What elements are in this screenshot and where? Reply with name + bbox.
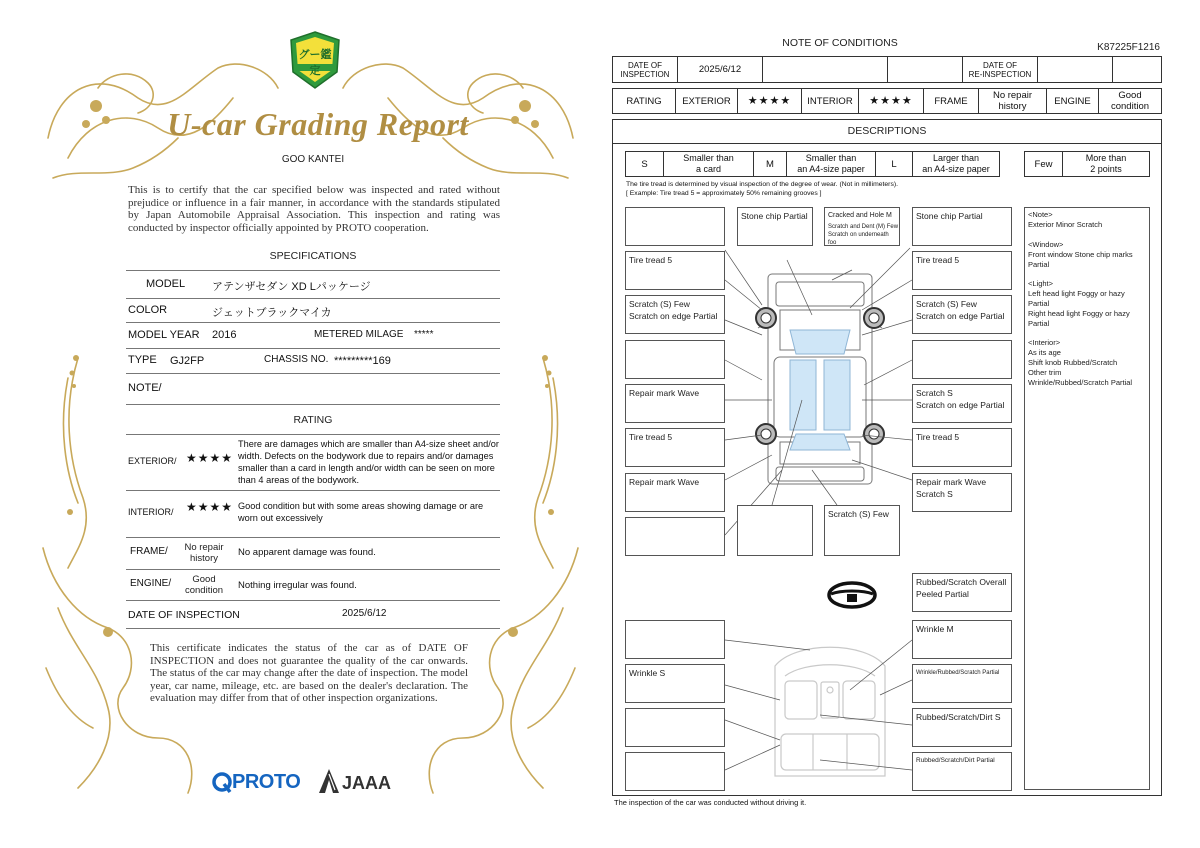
- note-label: NOTE/: [128, 382, 162, 394]
- interior-text: As its age Shift knob Rubbed/Scratch Other trim Wrinkle/Rubbed/Scratch Partial: [1028, 348, 1133, 387]
- annotation-box: [912, 664, 1012, 703]
- legend-s-text: Smaller than a card: [664, 152, 754, 176]
- annotation-box: [625, 620, 725, 659]
- exterior-stars: ★★★★: [186, 451, 234, 465]
- mileage-label: METERED MILAGE: [314, 329, 404, 340]
- annotation-box: [625, 517, 725, 556]
- annotation-box: [625, 428, 725, 467]
- color-value: ジェットブラックマイカ: [212, 307, 332, 319]
- descriptions-heading: DESCRIPTIONS: [847, 125, 927, 137]
- empty-cell: [1113, 57, 1161, 82]
- certificate-intro: This is to certify that the car specified below was inspected and rated without prejudice or influence in a fair manner, in accordance with the standards stipulated by Japan Automobile Appraisal Association. This inspection and rating was conducted by inspector officially appointed by PROTO cooperation.: [128, 184, 500, 234]
- annotation-box: [912, 752, 1012, 791]
- divider: [126, 434, 500, 435]
- note-heading: <Note>: [1028, 210, 1053, 219]
- empty-cell: [888, 57, 963, 82]
- annotation-box: [625, 473, 725, 512]
- annotation-text: Rubbed/Scratch Overall Peeled Partial: [916, 577, 1007, 599]
- date-label: DATE OF INSPECTION: [613, 57, 678, 82]
- interior-label: INTERIOR: [802, 89, 859, 113]
- annotation-text: Wrinkle S: [629, 668, 666, 678]
- report-id: K87225F1216: [1097, 42, 1160, 53]
- descriptions-divider: [612, 143, 1162, 144]
- annotation-text: Scratch (S) Few Scratch on edge Partial: [916, 299, 1005, 321]
- engine-description: Nothing irregular was found.: [238, 580, 357, 591]
- light-text: Left head light Foggy or hazy Partial Right head light Foggy or hazy Partial: [1028, 289, 1130, 328]
- divider: [126, 270, 500, 271]
- annotation-box: [625, 752, 725, 791]
- annotation-box: [625, 664, 725, 703]
- annotation-box: [625, 207, 725, 246]
- legend-m-code: M: [754, 152, 787, 176]
- empty-cell: [763, 57, 888, 82]
- frame-value: No repair history: [979, 89, 1047, 113]
- divider: [126, 373, 500, 374]
- legend-l-text: Larger than an A4-size paper: [922, 153, 990, 174]
- legend-few: [1024, 151, 1150, 177]
- legend-s-code: S: [626, 152, 664, 176]
- date-value: 2025/6/12: [678, 57, 763, 82]
- annotation-text: Tire tread 5: [916, 255, 960, 265]
- annotation-text: Scratch (S) Few Scratch on edge Partial: [629, 299, 718, 321]
- divider: [126, 404, 500, 405]
- annotation-box: [737, 207, 813, 246]
- annotation-box: [912, 428, 1012, 467]
- date-of-inspection-value: 2025/6/12: [342, 608, 387, 619]
- annotation-box: [824, 505, 900, 556]
- annotation-box: [912, 473, 1012, 512]
- notes-panel: [1024, 207, 1150, 790]
- annotation-text: Repair mark Wave: [629, 477, 700, 487]
- light-heading: <Light>: [1028, 279, 1054, 288]
- model-value: アテンザセダン XD Lパッケージ: [212, 281, 371, 293]
- engine-value: Good condition: [184, 574, 224, 596]
- exterior-stars: ★★★★: [738, 89, 802, 113]
- annotation-box: [625, 708, 725, 747]
- annotation-box: [625, 340, 725, 379]
- frame-value: No repair history: [184, 542, 224, 564]
- jaaa-logo-text: JAAA: [342, 773, 392, 793]
- annotation-text: Tire tread 5: [629, 432, 673, 442]
- annotation-box: [912, 620, 1012, 659]
- annotation-box: [625, 251, 725, 290]
- rating-label: RATING: [613, 89, 676, 113]
- frame-description: No apparent damage was found.: [238, 547, 376, 558]
- annotation-box: [625, 295, 725, 334]
- annotation-text: Rubbed/Scratch/Dirt S: [916, 712, 1001, 722]
- jaaa-logo-icon: [318, 768, 340, 794]
- grading-certificate: [38, 28, 583, 818]
- interior-stars: ★★★★: [859, 89, 924, 113]
- model-label: MODEL: [146, 278, 186, 290]
- divider: [126, 569, 500, 570]
- legend-l-code: L: [876, 152, 913, 176]
- engine-label: ENGINE/: [130, 578, 172, 589]
- legend-few-text: More than 2 points: [1085, 153, 1127, 174]
- chassis-value: *********169: [334, 355, 391, 367]
- date-row: [612, 56, 1162, 83]
- annotation-text: Repair mark Wave Scratch S: [916, 477, 987, 499]
- mileage-value: *****: [414, 329, 434, 340]
- exterior-label: EXTERIOR/: [128, 456, 177, 466]
- type-label: TYPE: [128, 354, 157, 366]
- interior-stars: ★★★★: [186, 500, 234, 514]
- annotation-text: Repair mark Wave: [629, 388, 700, 398]
- annotation-box: [912, 295, 1012, 334]
- annotation-subtext: Scratch and Dent (M) Few Scratch on underneath foo: [828, 224, 899, 246]
- annotation-box: [912, 340, 1012, 379]
- model-year-label: MODEL YEAR: [128, 329, 200, 341]
- note-text: Exterior Minor Scratch: [1028, 220, 1103, 229]
- interior-heading: <Interior>: [1028, 338, 1061, 347]
- exterior-description: There are damages which are smaller than A4-size sheet and/or width. Defects on the bodywork due to repairs and/or damages smaller than a card in length and/or width can be seen on more than 4 areas of the bodywork.: [238, 439, 499, 485]
- specifications-heading: SPECIFICATIONS: [269, 250, 357, 262]
- date-of-inspection-label: DATE OF INSPECTION: [128, 609, 240, 621]
- chassis-label: CHASSIS NO.: [264, 354, 329, 365]
- annotation-text: Scratch (S) Few: [828, 509, 889, 519]
- annotation-text: Wrinkle M: [916, 624, 954, 634]
- engine-label: ENGINE: [1047, 89, 1099, 113]
- type-value: GJ2FP: [170, 355, 205, 367]
- certificate-subtitle: GOO KANTEI: [281, 154, 345, 165]
- reinspection-value: [1038, 57, 1113, 82]
- annotation-text: Wrinkle/Rubbed/Scratch Partial: [916, 670, 1000, 676]
- certificate-footer: This certificate indicates the status of the car as of DATE OF INSPECTION and does not guarantee the quality of the car onwards. The status of the car may change after the date of inspection. The model year, car name, mileage, etc. are based on the dealer's declaration. The evaluation may differ from that of other inspection organizations.: [150, 642, 468, 705]
- proto-logo-text: PROTO: [232, 771, 301, 793]
- frame-label: FRAME/: [130, 546, 168, 557]
- rating-row: [612, 88, 1162, 114]
- interior-description: Good condition but with some areas showing damage or are worn out excessively: [238, 501, 484, 523]
- engine-value: Good condition: [1110, 90, 1150, 112]
- annotation-box: [737, 505, 813, 556]
- exterior-label: EXTERIOR: [676, 89, 738, 113]
- divider: [126, 600, 500, 601]
- annotation-text: Scratch S Scratch on edge Partial: [916, 388, 1005, 410]
- tire-tread-note: The tire tread is determined by visual inspection of the degree of wear. (Not in millimeters). [ Example: Tire tread 5 = approximately 50% remaining grooves ]: [626, 181, 898, 197]
- annotation-box: [625, 384, 725, 423]
- interior-label: INTERIOR/: [128, 507, 174, 517]
- window-text: Front window Stone chip marks Partial: [1028, 250, 1133, 269]
- badge-text: グー鑑定: [298, 49, 332, 77]
- annotation-box: [912, 207, 1012, 246]
- legend-sml: [625, 151, 1000, 177]
- divider: [126, 298, 500, 299]
- annotation-box: [912, 708, 1012, 747]
- annotation-box: [912, 384, 1012, 423]
- annotation-text: Tire tread 5: [629, 255, 673, 265]
- annotation-box: [824, 207, 900, 246]
- legend-few-code: Few: [1025, 152, 1063, 176]
- divider: [126, 537, 500, 538]
- legend-m-text: Smaller than an A4-size paper: [787, 152, 876, 176]
- rating-heading: RATING: [293, 414, 333, 426]
- proto-logo-icon: [212, 772, 232, 794]
- annotation-box: [912, 573, 1012, 612]
- model-year-value: 2016: [212, 329, 237, 341]
- annotation-text: Stone chip Partial: [741, 211, 808, 221]
- window-heading: <Window>: [1028, 240, 1064, 249]
- annotation-text: Stone chip Partial: [916, 211, 983, 221]
- certificate-title: U-car Grading Report: [167, 106, 469, 142]
- steering-wheel-icon: [826, 580, 878, 610]
- report-title: NOTE OF CONDITIONS: [782, 37, 898, 49]
- divider: [126, 490, 500, 491]
- reinspection-label: DATE OF RE-INSPECTION: [963, 57, 1038, 82]
- annotation-text: Rubbed/Scratch/Dirt Partial: [916, 757, 995, 764]
- annotation-text: Cracked and Hole M: [828, 212, 892, 219]
- divider: [126, 628, 500, 629]
- color-label: COLOR: [128, 304, 168, 316]
- divider: [126, 348, 500, 349]
- annotation-box: [912, 251, 1012, 290]
- report-footer: The inspection of the car was conducted without driving it.: [614, 798, 807, 807]
- divider: [126, 322, 500, 323]
- frame-label: FRAME: [924, 89, 979, 113]
- annotation-text: Tire tread 5: [916, 432, 960, 442]
